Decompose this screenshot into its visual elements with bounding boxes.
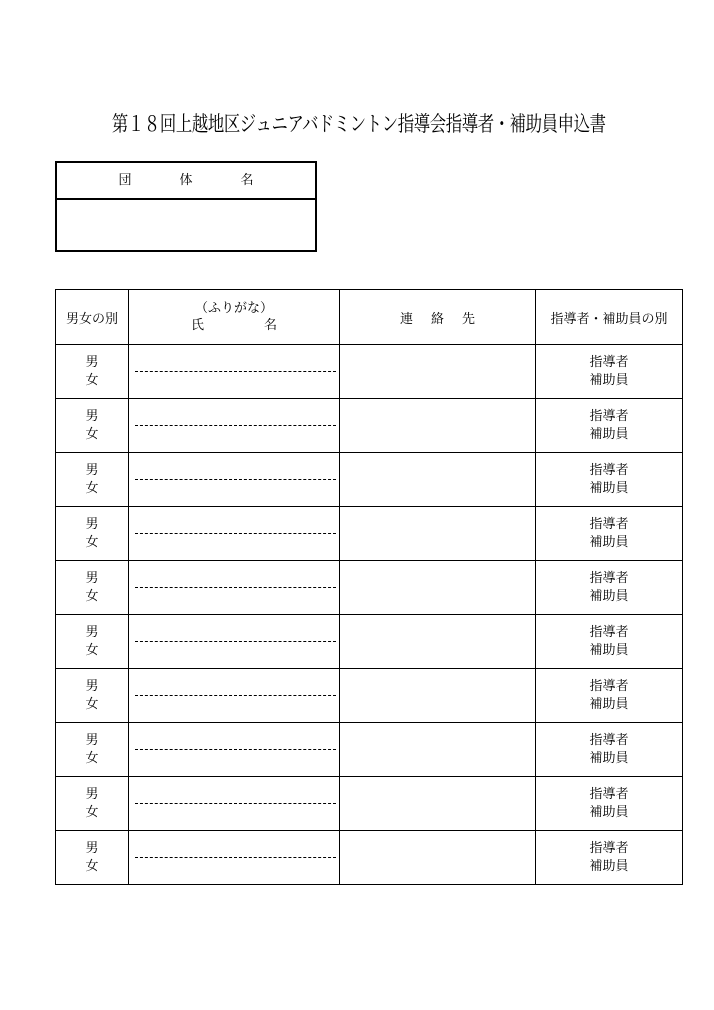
- gender-female[interactable]: 女: [85, 642, 99, 658]
- role-assistant[interactable]: 補助員: [589, 426, 629, 442]
- role-assistant[interactable]: 補助員: [589, 804, 629, 820]
- table-header-row: [56, 290, 683, 345]
- role-assistant[interactable]: 補助員: [589, 588, 629, 604]
- gender-male[interactable]: 男: [85, 408, 99, 424]
- gender-female[interactable]: 女: [85, 588, 99, 604]
- name-cell[interactable]: [129, 669, 340, 723]
- role-leader[interactable]: 指導者: [589, 570, 629, 586]
- page-title: 第１８回上越地区ジュニアバドミントン指導会指導者・補助員申込書: [111, 112, 606, 136]
- group-name-box: [55, 161, 317, 252]
- contact-cell[interactable]: [340, 345, 536, 399]
- furigana-divider: [135, 479, 336, 480]
- header-gender: 男女の別: [56, 290, 129, 345]
- header-contact: [340, 290, 536, 345]
- group-header-char: 体: [179, 173, 193, 188]
- role-assistant[interactable]: 補助員: [589, 480, 629, 496]
- gender-female[interactable]: 女: [85, 858, 99, 874]
- furigana-divider: [135, 695, 336, 696]
- name-cell[interactable]: [129, 723, 340, 777]
- gender-male[interactable]: 男: [85, 624, 99, 640]
- role-leader[interactable]: 指導者: [589, 516, 629, 532]
- name-cell[interactable]: [129, 777, 340, 831]
- role-leader[interactable]: 指導者: [589, 408, 629, 424]
- gender-male[interactable]: 男: [85, 516, 99, 532]
- table-row: [56, 723, 683, 777]
- header-name-label: [129, 317, 339, 334]
- contact-cell[interactable]: [340, 831, 536, 885]
- role-cell[interactable]: [536, 399, 683, 453]
- gender-cell[interactable]: [56, 507, 129, 561]
- furigana-divider: [135, 371, 336, 372]
- name-cell[interactable]: [129, 453, 340, 507]
- group-header-char: 名: [240, 173, 254, 188]
- name-cell[interactable]: [129, 399, 340, 453]
- gender-cell[interactable]: [56, 399, 129, 453]
- table-row: [56, 831, 683, 885]
- table-row: [56, 669, 683, 723]
- furigana-divider: [135, 857, 336, 858]
- header-role: 指導者・補助員の別: [536, 290, 683, 345]
- gender-male[interactable]: 男: [85, 786, 99, 802]
- role-cell[interactable]: [536, 777, 683, 831]
- gender-male[interactable]: 男: [85, 354, 99, 370]
- gender-female[interactable]: 女: [85, 426, 99, 442]
- application-table: [55, 289, 683, 885]
- contact-cell[interactable]: [340, 507, 536, 561]
- role-leader[interactable]: 指導者: [589, 624, 629, 640]
- role-assistant[interactable]: 補助員: [589, 642, 629, 658]
- header-name-char: 氏: [190, 318, 204, 333]
- gender-male[interactable]: 男: [85, 840, 99, 856]
- table-row: [56, 615, 683, 669]
- contact-cell[interactable]: [340, 777, 536, 831]
- gender-cell[interactable]: [56, 723, 129, 777]
- table-row: [56, 399, 683, 453]
- gender-female[interactable]: 女: [85, 480, 99, 496]
- name-cell[interactable]: [129, 507, 340, 561]
- header-contact-char: 先: [462, 311, 476, 327]
- role-assistant[interactable]: 補助員: [589, 858, 629, 874]
- role-cell[interactable]: [536, 453, 683, 507]
- furigana-divider: [135, 641, 336, 642]
- header-contact-char: 絡: [430, 311, 444, 327]
- contact-cell[interactable]: [340, 561, 536, 615]
- header-name: [129, 290, 340, 345]
- gender-cell[interactable]: [56, 561, 129, 615]
- furigana-divider: [135, 533, 336, 534]
- role-cell[interactable]: [536, 561, 683, 615]
- gender-cell[interactable]: [56, 345, 129, 399]
- gender-cell[interactable]: [56, 453, 129, 507]
- role-leader[interactable]: 指導者: [589, 462, 629, 478]
- gender-male[interactable]: 男: [85, 462, 99, 478]
- role-leader[interactable]: 指導者: [589, 840, 629, 856]
- furigana-divider: [135, 587, 336, 588]
- gender-cell[interactable]: [56, 777, 129, 831]
- gender-female[interactable]: 女: [85, 696, 99, 712]
- role-leader[interactable]: 指導者: [589, 354, 629, 370]
- name-cell[interactable]: [129, 831, 340, 885]
- gender-male[interactable]: 男: [85, 570, 99, 586]
- role-leader[interactable]: 指導者: [589, 732, 629, 748]
- header-furigana: （ふりがな）: [194, 301, 273, 316]
- role-cell[interactable]: [536, 615, 683, 669]
- gender-male[interactable]: 男: [85, 678, 99, 694]
- header-name-char: 名: [264, 318, 278, 333]
- group-name-header: [57, 163, 315, 200]
- table-row: [56, 453, 683, 507]
- furigana-divider: [135, 803, 336, 804]
- gender-female[interactable]: 女: [85, 750, 99, 766]
- furigana-divider: [135, 425, 336, 426]
- gender-cell[interactable]: [56, 615, 129, 669]
- gender-cell[interactable]: [56, 831, 129, 885]
- role-cell[interactable]: [536, 507, 683, 561]
- role-cell[interactable]: [536, 723, 683, 777]
- contact-cell[interactable]: [340, 723, 536, 777]
- role-cell[interactable]: [536, 669, 683, 723]
- role-cell[interactable]: [536, 831, 683, 885]
- name-cell[interactable]: [129, 345, 340, 399]
- contact-cell[interactable]: [340, 669, 536, 723]
- gender-male[interactable]: 男: [85, 732, 99, 748]
- contact-cell[interactable]: [340, 453, 536, 507]
- header-contact-char: 連: [399, 311, 413, 327]
- role-leader[interactable]: 指導者: [589, 786, 629, 802]
- table-row: [56, 561, 683, 615]
- gender-female[interactable]: 女: [85, 372, 99, 388]
- gender-female[interactable]: 女: [85, 534, 99, 550]
- name-cell[interactable]: [129, 561, 340, 615]
- table-row: [56, 507, 683, 561]
- gender-cell[interactable]: [56, 669, 129, 723]
- contact-cell[interactable]: [340, 615, 536, 669]
- role-assistant[interactable]: 補助員: [589, 750, 629, 766]
- role-cell[interactable]: [536, 345, 683, 399]
- role-leader[interactable]: 指導者: [589, 678, 629, 694]
- name-cell[interactable]: [129, 615, 340, 669]
- role-assistant[interactable]: 補助員: [589, 696, 629, 712]
- group-header-char: 団: [118, 173, 132, 188]
- table-row: [56, 345, 683, 399]
- furigana-divider: [135, 749, 336, 750]
- contact-cell[interactable]: [340, 399, 536, 453]
- role-assistant[interactable]: 補助員: [589, 534, 629, 550]
- gender-female[interactable]: 女: [85, 804, 99, 820]
- role-assistant[interactable]: 補助員: [589, 372, 629, 388]
- table-row: [56, 777, 683, 831]
